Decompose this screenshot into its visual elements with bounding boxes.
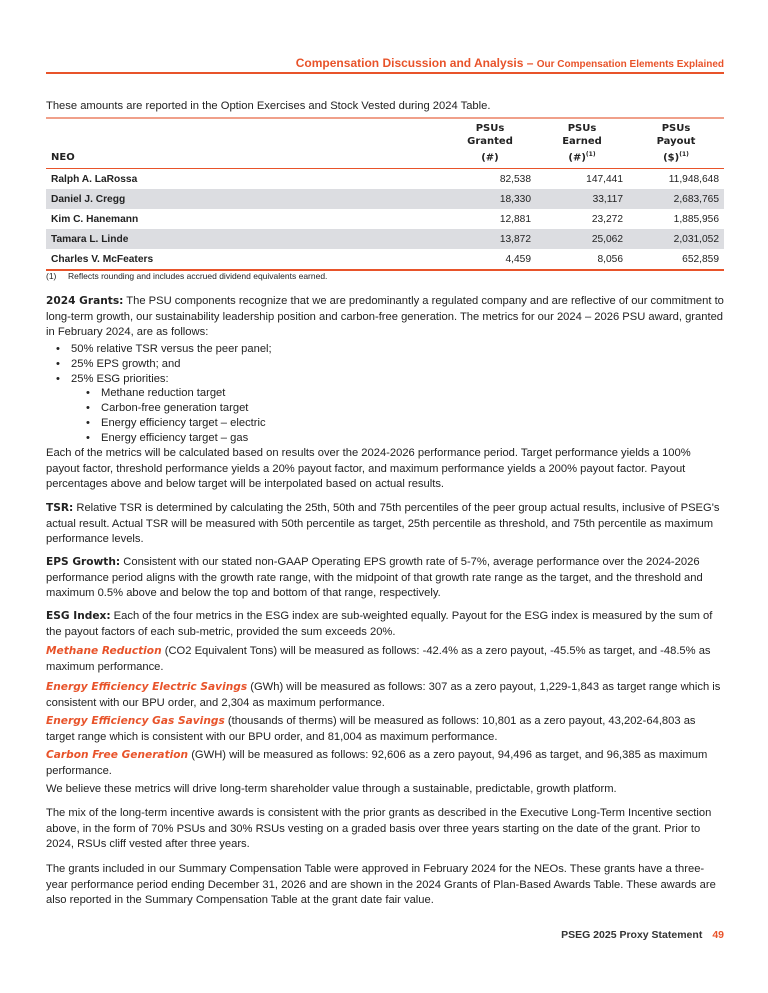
each-metric-paragraph: Each of the metrics will be calculated based on results over the 2024-2026 performance period. Target performance yields a 100% payout factor, threshold performance yields a 20% payout factor, and maximum performance yields a 200% payout factor. Payout percentages above and below target will be interpolated based on actual results. — [46, 447, 691, 490]
header-line: PSUs — [567, 123, 597, 134]
table-header-row — [46, 118, 724, 169]
table-row — [46, 189, 724, 209]
list-item — [56, 372, 724, 446]
eps-label: EPS Growth: — [46, 556, 121, 568]
neo-name: Ralph A. LaRossa — [51, 173, 138, 185]
table-cell: 147,441 — [586, 173, 623, 185]
header-line: (#) — [568, 152, 586, 164]
believe-paragraph: We believe these metrics will drive long-term shareholder value through a sustainable, predictable, growth platform. — [46, 783, 617, 795]
table-cell: 8,056 — [597, 253, 623, 265]
table-row — [46, 249, 724, 270]
header-line: (#) — [481, 152, 499, 164]
methane-paragraph — [46, 644, 724, 675]
list-item-text: 25% EPS growth; and — [71, 357, 181, 370]
carbon-free-label: Carbon Free Generation — [46, 749, 189, 761]
table-cell: 33,117 — [592, 193, 623, 205]
grants-text: The PSU components recognize that we are predominantly a regulated company and are reflective of our commitment to long-term growth, our sustainability leadership position and carbon-free generation. The metrics for our 2024 – 2026 PSU award, granted in February 2024, are as follows: — [46, 295, 724, 338]
column-header — [628, 118, 724, 169]
methane-text: (CO2 Equivalent Tons) will be measured as follows: -42.4% as a zero payout, -45.5% as target, and -48.5% as maximum performance. — [46, 645, 711, 673]
neo-name: Kim C. Hanemann — [51, 213, 139, 225]
list-item — [56, 357, 724, 372]
gas-savings-text: (thousands of therms) will be measured as follows: 10,801 as a zero payout, 43,202-64,803 as target range which is consistent with our BPU order, and 81,004 as maximum performance. — [46, 715, 696, 743]
table-cell: 2,031,052 — [673, 233, 719, 245]
list-item-text: 50% relative TSR versus the peer panel; — [71, 343, 272, 355]
metrics-list — [46, 342, 724, 446]
footnote-ref: (1) — [585, 151, 596, 158]
table-cell: 18,330 — [499, 193, 531, 205]
table-cell: 11,948,648 — [668, 173, 719, 185]
header-title: Compensation Discussion and Analysis – — [295, 56, 534, 70]
column-header — [444, 118, 536, 169]
tsr-label: TSR: — [46, 502, 74, 514]
approved-paragraph: The grants included in our Summary Compensation Table were approved in February 2024 for the NEOs. These grants have a three-year performance period ending December 31, 2026 and are shown in the 2024 Grants of Plan-Based Awards Table. These awards are also reported in the Summary Compensation Table at the grant date fair value. — [46, 863, 716, 906]
carbon-free-paragraph — [46, 748, 724, 779]
grants-paragraph — [46, 294, 724, 341]
footnote-text: Reflects rounding and includes accrued dividend equivalents earned. — [68, 271, 328, 281]
neo-name: Tamara L. Linde — [51, 233, 129, 245]
header-label: NEO — [51, 152, 75, 164]
header-line: PSUs — [661, 123, 691, 134]
gas-savings-label: Energy Efficiency Gas Savings — [46, 715, 225, 727]
esg-label: ESG Index: — [46, 610, 111, 622]
gas-savings-paragraph — [46, 714, 724, 745]
footnote-ref: (1) — [679, 151, 689, 158]
table-cell: 25,062 — [591, 233, 623, 245]
sub-list-item: • Energy efficiency target – electric — [86, 416, 724, 431]
header-line: Payout — [656, 136, 696, 147]
table-row — [46, 209, 724, 229]
table-cell: 13,872 — [499, 233, 531, 245]
header-divider — [46, 72, 724, 74]
intro-text: These amounts are reported in the Option Exercises and Stock Vested during 2024 Table. — [46, 100, 491, 112]
table-row — [46, 229, 724, 249]
electric-savings-label: Energy Efficiency Electric Savings — [46, 681, 248, 693]
sub-list-item: • Carbon-free generation target — [86, 401, 724, 416]
tsr-paragraph — [46, 501, 724, 548]
mix-paragraph: The mix of the long-term incentive awards is consistent with the prior grants as described in the Executive Long-Term Incentive section above, in the form of 70% PSUs and 30% RSUs vesting on a graded basis over three years starting on the date of the grant. Prior to 2024, RSUs cliff vested after three years. — [46, 807, 712, 850]
header-line: Granted — [467, 136, 513, 147]
page-number: 49 — [712, 929, 724, 941]
table-cell: 12,881 — [499, 213, 531, 225]
eps-text: Consistent with our stated non-GAAP Operating EPS growth rate of 5-7%, average performance over the 2024-2026 performance period aligns with the growth rate range, with the midpoint of that growth rate range as the target, and the threshold and maximum 0.5% above and below the top and bottom of that range, respectively. — [46, 556, 703, 599]
header-line: Earned — [562, 136, 602, 147]
psu-table — [46, 117, 724, 271]
tsr-text: Relative TSR is determined by calculating the 25th, 50th and 75th percentiles of the peer group actual results, inclusive of PSEG's actual result. Actual TSR will be measured with 50th percentile as target, 25th percentile as threshold, and 75th percentile as maximum performance levels. — [46, 502, 720, 545]
electric-savings-paragraph — [46, 680, 724, 711]
esg-text: Each of the four metrics in the ESG index are sub-weighted equally. Payout for the ESG index is measured by the sum of the payout factors of each sub-metric, provided the sum exceeds 20%. — [46, 610, 713, 638]
footnote — [46, 271, 327, 281]
page-footer — [561, 929, 724, 941]
grants-label: 2024 Grants: — [46, 295, 124, 307]
list-item — [56, 342, 724, 357]
table-cell: 2,683,765 — [673, 193, 719, 205]
list-item-text: 25% ESG priorities: — [71, 372, 169, 385]
electric-savings-text: (GWh) will be measured as follows: 307 as a zero payout, 1,229-1,843 as target range which is consistent with our BPU order, and 2,304 as maximum performance. — [46, 681, 721, 709]
methane-label: Methane Reduction — [46, 645, 162, 657]
column-header — [46, 118, 444, 169]
table-row — [46, 169, 724, 190]
table-cell: 82,538 — [499, 173, 531, 185]
sub-list-item: • Methane reduction target — [86, 386, 724, 401]
column-header — [536, 118, 628, 169]
footnote-number: (1) — [46, 271, 57, 281]
section-header — [296, 56, 724, 70]
sub-list-item: • Energy efficiency target – gas — [86, 431, 724, 446]
table-cell: 1,885,956 — [673, 213, 719, 225]
header-subtitle: Our Compensation Elements Explained — [536, 59, 724, 70]
header-line: ($) — [663, 152, 680, 164]
footer-title: PSEG 2025 Proxy Statement — [561, 929, 703, 941]
table-cell: 23,272 — [591, 213, 623, 225]
table-cell: 4,459 — [505, 253, 531, 265]
table-cell: 652,859 — [682, 253, 719, 265]
carbon-free-text: (GWH) will be measured as follows: 92,606 as a zero payout, 94,496 as target, and 96,385 as maximum performance. — [46, 749, 708, 777]
neo-name: Charles V. McFeaters — [51, 253, 154, 265]
esg-paragraph — [46, 609, 724, 640]
header-line: PSUs — [475, 123, 505, 134]
eps-paragraph — [46, 555, 724, 602]
neo-name: Daniel J. Cregg — [51, 193, 126, 205]
